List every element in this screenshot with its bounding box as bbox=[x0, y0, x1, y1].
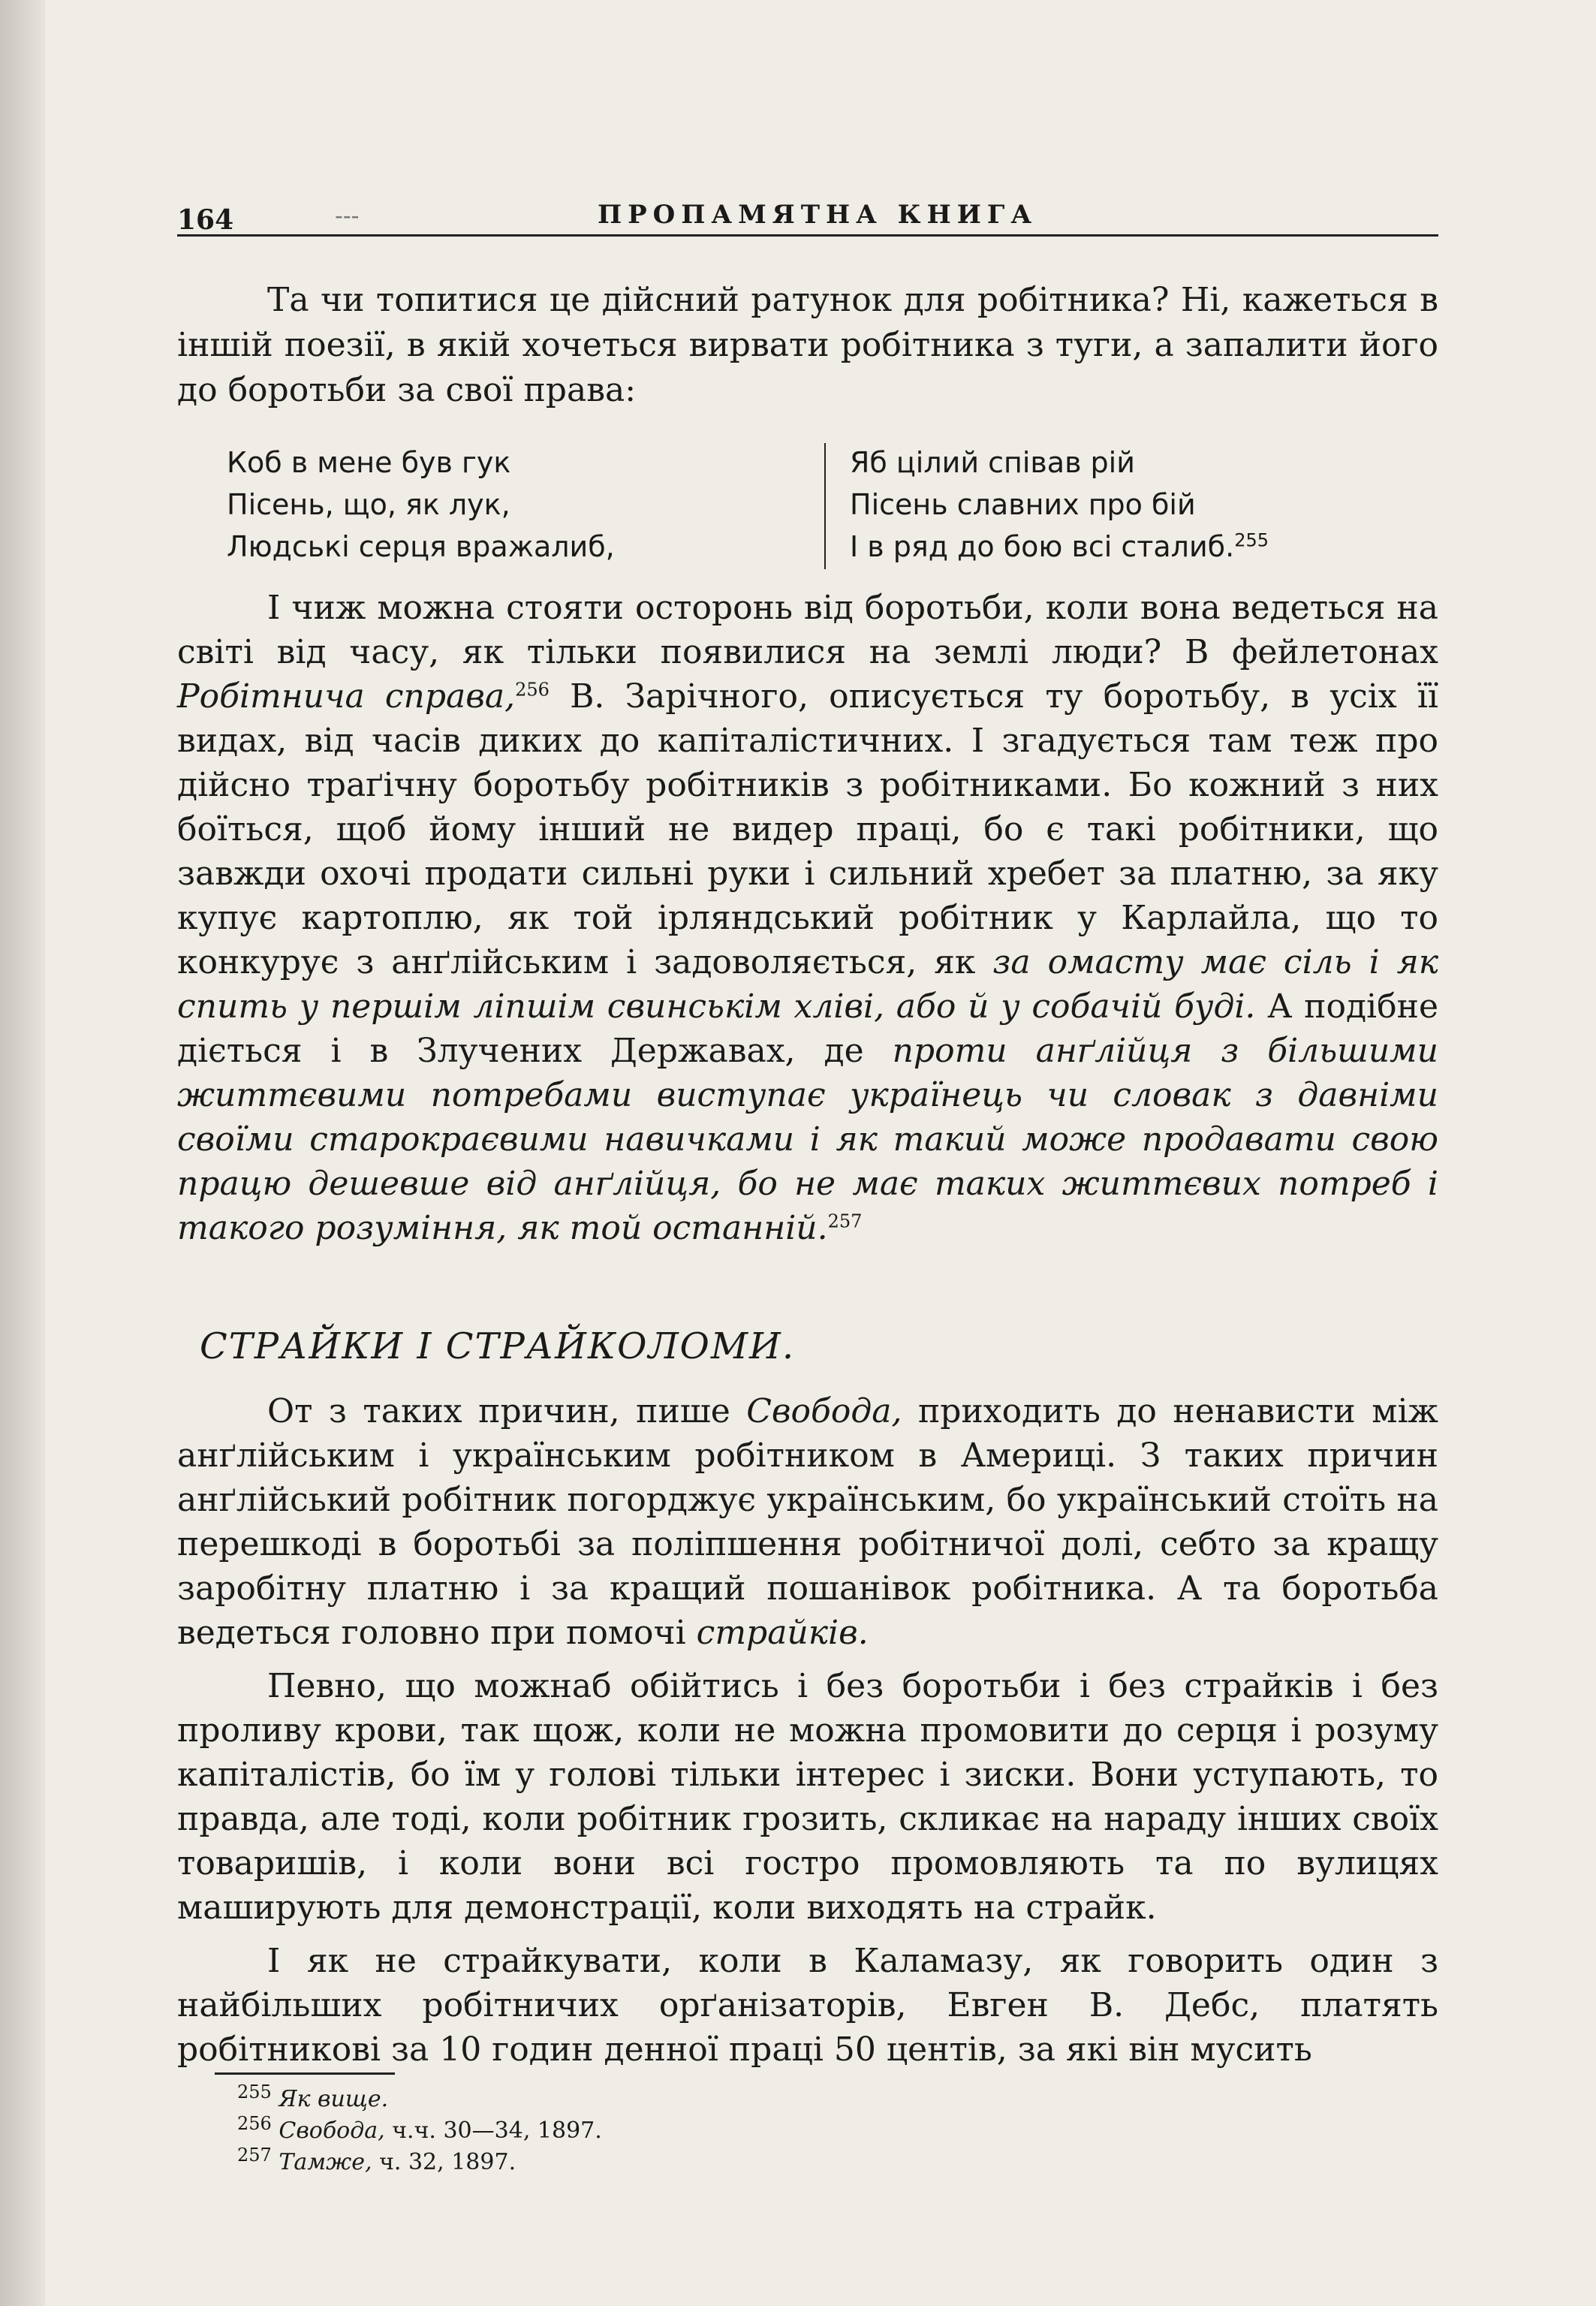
paragraph-strikes: Певно, що можнаб обійтись і без боротьби і без страйків і без проливу крови, так щож, коли не можна промовити до серця і розуму капіталістів, бо їм у голові тільки інтерес і зиски. Вони уступають, то правда, але тоді, коли робітник грозить, скликає на нараду інших своїх товаришів, і коли вони всі гостро промовляють та по вулицях маширують для демонстрації, коли виходять на страйк. bbox=[177, 1667, 1438, 1927]
intro-text: Та чи топитися це дійсний ратунок для робітника? Ні, кажеться в іншій поезії, в якій хочеться вирвати робітника з туги, а запалити його до боротьби за свої права: bbox=[177, 281, 1438, 409]
footnote-number: 257 bbox=[237, 2145, 272, 2166]
text-run: В. Зарічного, описується ту боротьбу, в усіх її видах, від часів диких до капіталістичних. І згадується там теж про дійсно траґічну боротьбу робітників з робітниками. Бо кожний з них боїться, щоб йому інший не видер праці, бо є такі робітники, що завжди охочі продати сильні руки і сильний хребет за платню, за яку купує картоплю, як той ірляндський робітник у Карлайла, що то конкурує з анґлійським і задоволяється, як bbox=[177, 677, 1438, 981]
footnote-number: 255 bbox=[237, 2081, 272, 2103]
page-number: 164 bbox=[177, 204, 234, 236]
footnote-rule bbox=[215, 2072, 395, 2075]
page-header bbox=[177, 180, 1438, 237]
page-edge-shadow bbox=[0, 0, 45, 2306]
footnote-text: ч. 32, 1897. bbox=[372, 2149, 516, 2175]
footnote-256 bbox=[237, 2115, 1138, 2147]
text-run: І чиж можна стояти осторонь від боротьби, коли вона ведеться на світі від часу, як тільки появилися на землі люди? В фейлетонах bbox=[177, 589, 1438, 671]
paragraph-kalamazoo: І як не страйкувати, коли в Каламазу, як говорить один з найбільших робітничих орґанізаторів, Евген В. Дебс, платять робітникові за 10 годин денної праці 50 центів, за які він мусить bbox=[177, 1942, 1438, 2069]
footnote-number: 256 bbox=[237, 2113, 272, 2134]
italic-quote: за омасту має сіль і як спить у першім ліпшім свинськім хліві, або й у собачій буді. bbox=[177, 943, 1438, 1026]
paragraph-struggle bbox=[177, 586, 1438, 1250]
italic-word: страйків. bbox=[696, 1614, 869, 1652]
poem-line-last bbox=[850, 526, 1420, 568]
body-section-1 bbox=[177, 586, 1438, 1250]
poem-line: Пісень славних про бій bbox=[850, 488, 1196, 521]
footnote-italic: Як вище. bbox=[279, 2086, 389, 2112]
poem-divider bbox=[824, 443, 826, 569]
text-run: приходить до ненависти між анґлійським і українським робітником в Америці. З таких причин анґлійський робітник погорджує українським, бо український стоїть на перешкоді в боротьбі за поліпшення робітничої долі, себто за кращу заробітну платню і за кращий пошанівок робітника. А та боротьба ведеться головно при помочі bbox=[177, 1392, 1438, 1652]
poem-line: Яб цілий співав рій bbox=[850, 446, 1135, 479]
italic-title: Свобода, bbox=[746, 1392, 902, 1430]
paragraph-hatred bbox=[177, 1389, 1438, 1655]
footnote-ref-257: 257 bbox=[827, 1210, 863, 1232]
intro-paragraph bbox=[177, 278, 1438, 413]
footnote-ref-255: 255 bbox=[1234, 529, 1269, 551]
footnote-text: ч.ч. 30—34, 1897. bbox=[384, 2118, 602, 2144]
footnote-italic: Свобода, bbox=[279, 2118, 385, 2144]
header-dash: --- bbox=[335, 201, 360, 230]
poem-right-column bbox=[850, 442, 1420, 568]
poem-line: Пісень, що, як лук, bbox=[227, 488, 510, 521]
poem-line: Коб в мене був гук bbox=[227, 446, 511, 479]
book-page bbox=[177, 180, 1438, 2238]
poem-line: Людські серця вражалиб, bbox=[227, 530, 615, 563]
body-section-2 bbox=[177, 1389, 1438, 2081]
poem-block bbox=[227, 442, 1420, 577]
footnote-ref-256: 256 bbox=[515, 679, 550, 701]
section-heading: СТРАЙКИ І СТРАЙКОЛОМИ. bbox=[200, 1325, 796, 1367]
footnote-255 bbox=[237, 2081, 1138, 2115]
running-title: ПРОПАМЯТНА КНИГА bbox=[598, 200, 1038, 230]
footnotes bbox=[237, 2081, 1138, 2178]
text-run: От з таких причин, пише bbox=[267, 1392, 747, 1430]
text-run: А подібне діється і в Злучених Державах, де bbox=[177, 987, 1438, 1070]
poem-left-column bbox=[227, 442, 797, 568]
footnote-257 bbox=[237, 2147, 1138, 2178]
poem-line-text: І в ряд до бою всі сталиб. bbox=[850, 530, 1235, 563]
italic-quote: проти анґлійця з більшими життєвими потребами виступає українець чи словак з давніми своїми старокраєвими навичками і як такий може продавати свою працю дешевше від анґлійця, бо не має таких життєвих потреб і такого розуміння, як той останній. bbox=[177, 1032, 1438, 1247]
italic-title: Робітнича справа, bbox=[177, 677, 516, 716]
footnote-italic: Тамже, bbox=[279, 2149, 372, 2175]
